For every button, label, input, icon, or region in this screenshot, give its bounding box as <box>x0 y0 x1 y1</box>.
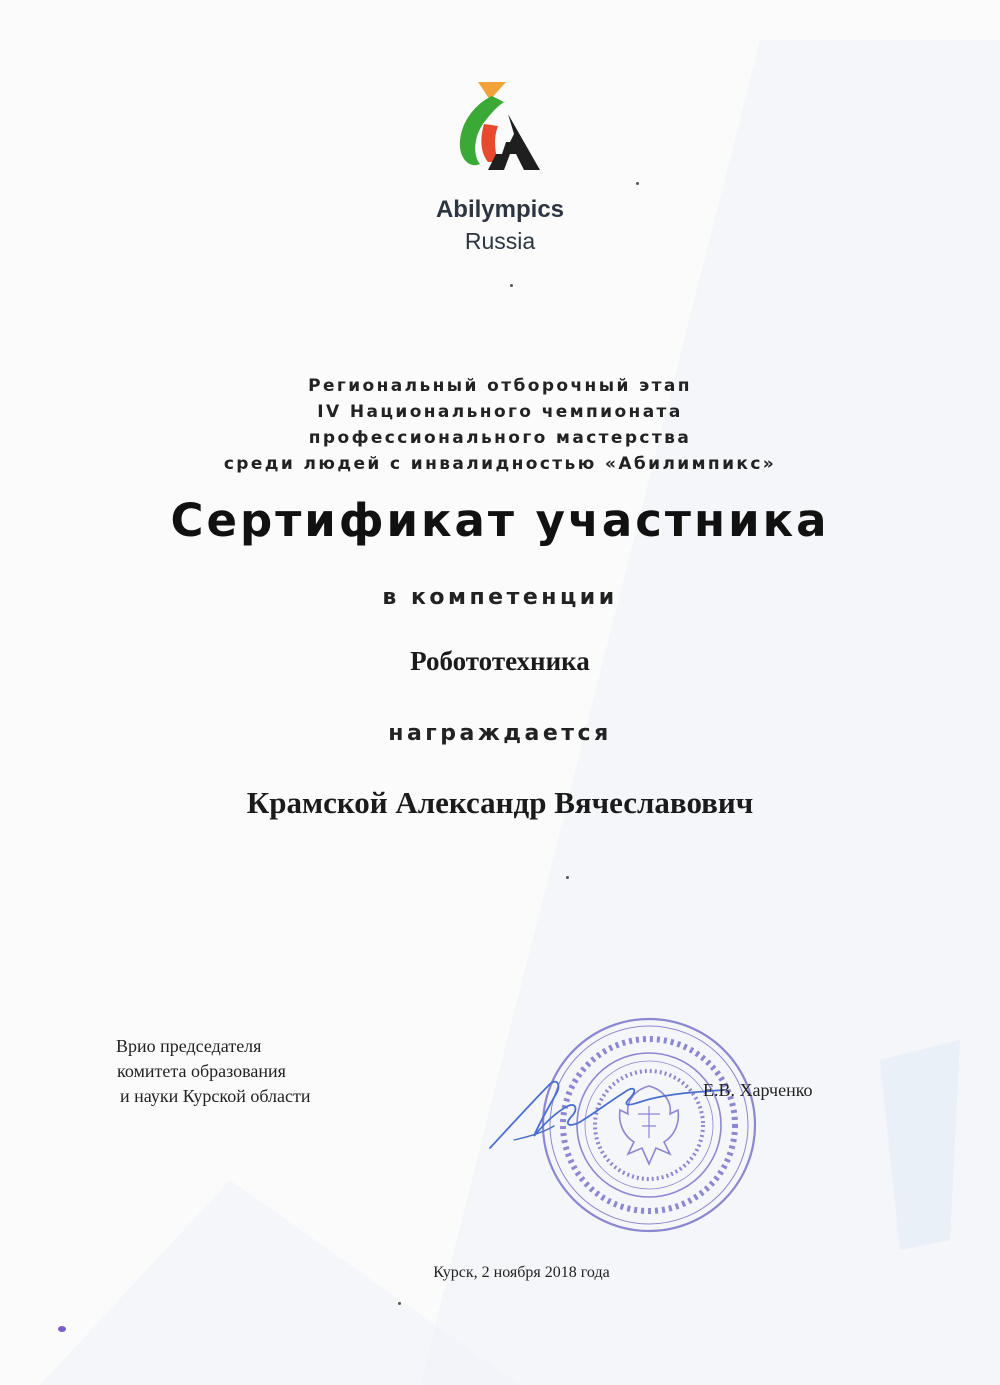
brand-country: Russia <box>464 228 536 254</box>
certificate-title: Сертификат участника <box>170 494 830 547</box>
event-line: профессионального мастерства <box>308 428 692 448</box>
event-line: IV Национального чемпионата <box>317 402 683 422</box>
awarded-label: награждается <box>388 721 612 746</box>
event-description <box>0 373 1000 477</box>
competency-label: в компетенции <box>382 585 618 610</box>
event-line: Региональный отборочный этап <box>308 376 692 396</box>
scan-speck <box>510 284 513 287</box>
scan-speck <box>58 1326 66 1332</box>
signatory-name: Е.В. Харченко <box>703 1080 813 1100</box>
brand-name: Abilympics <box>435 196 565 223</box>
event-line: среди людей с инвалидностью «Абилимпикс» <box>223 454 777 474</box>
position-line: и науки Курской области <box>120 1086 311 1106</box>
scan-speck <box>398 1302 401 1305</box>
scan-speck <box>566 876 569 879</box>
competency-name: Робототехника <box>410 646 590 676</box>
abilympics-logo <box>440 78 560 178</box>
place-and-date: Курск, 2 ноября 2018 года <box>433 1264 610 1281</box>
recipient-name: Крамской Александр Вячеславович <box>246 785 754 820</box>
position-line: комитета образования <box>117 1061 286 1081</box>
signatory-position <box>116 1034 376 1109</box>
position-line: Врио председателя <box>116 1036 262 1056</box>
scan-speck <box>636 182 639 185</box>
